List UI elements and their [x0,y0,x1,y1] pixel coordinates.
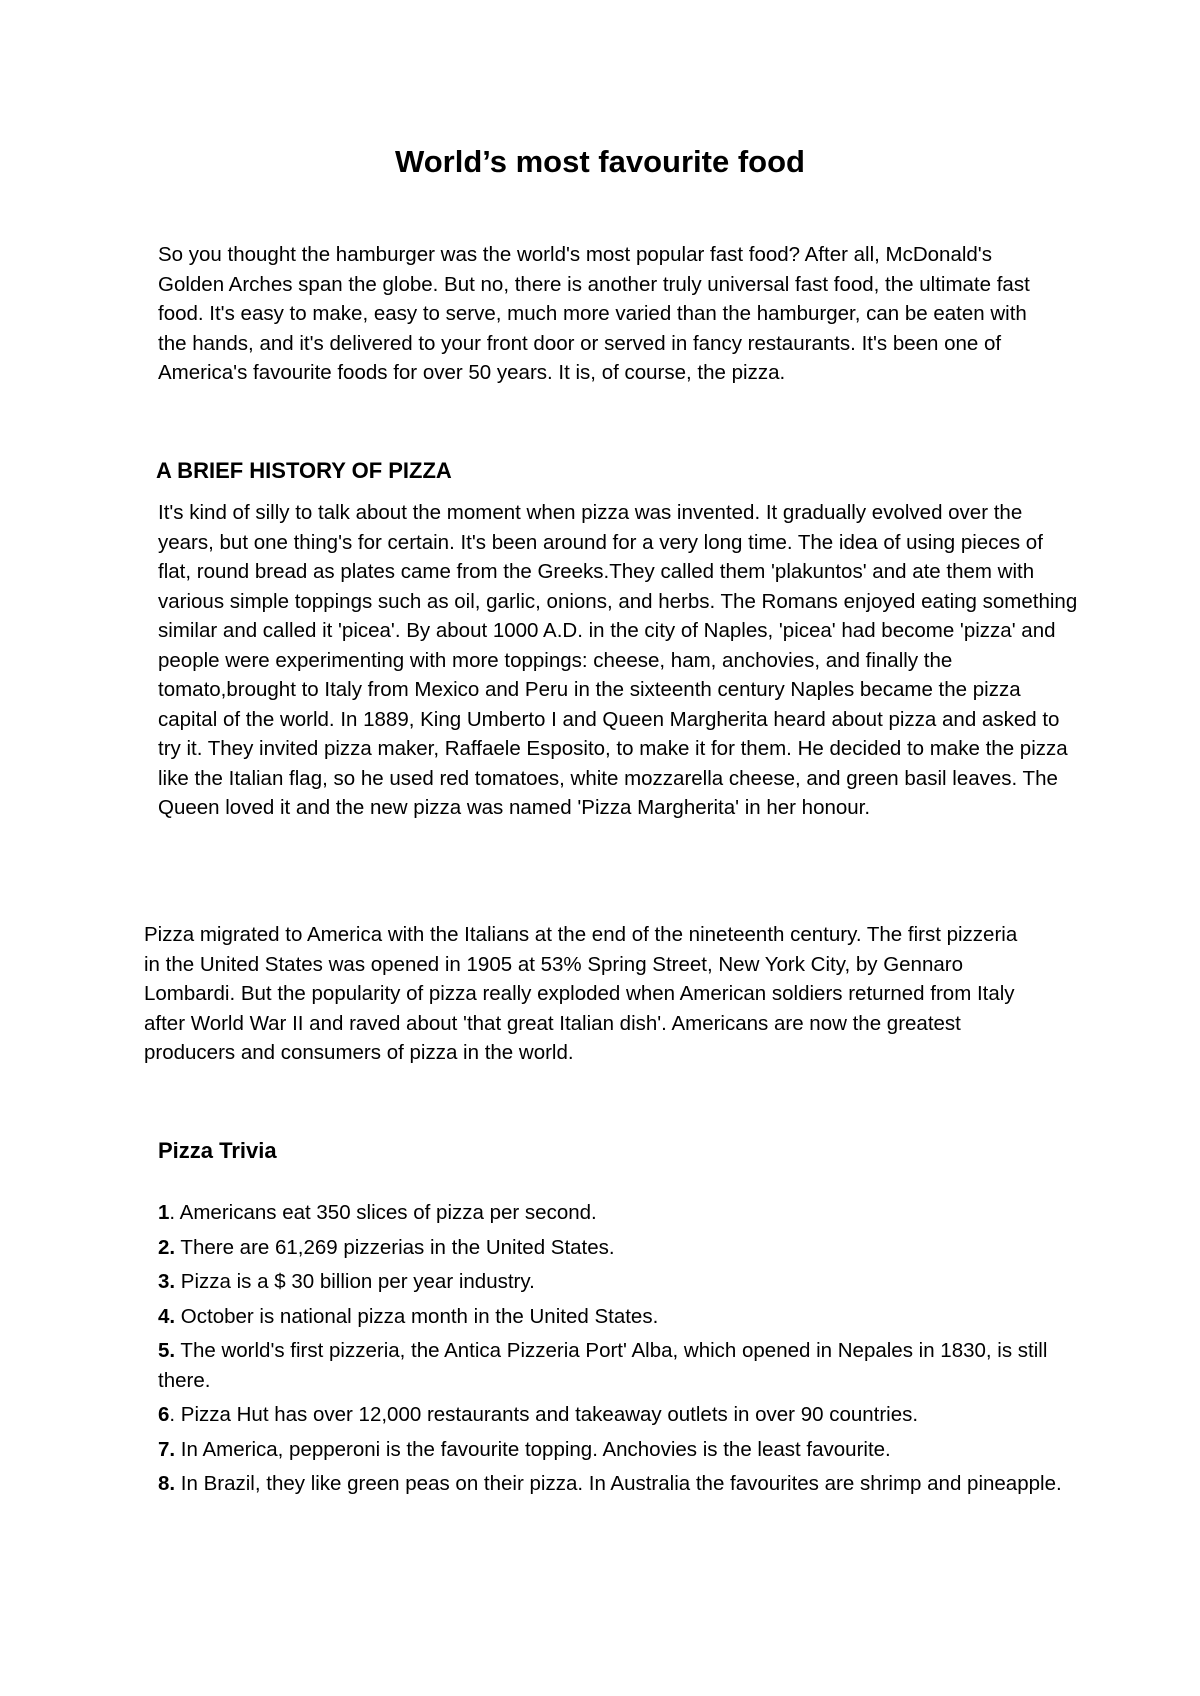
trivia-item-8 [144,1469,1064,1499]
trivia-number: 5. [158,1339,176,1362]
trivia-list [144,1198,1064,1504]
trivia-number: 2. [158,1235,176,1259]
trivia-number: 6 [158,1403,170,1426]
trivia-text: October is national pizza month in the United States. [175,1304,659,1328]
trivia-text: In Brazil, they like green peas on their pizza. In Australia the favourites are shrimp and pineapple. [175,1472,1062,1495]
trivia-text: There are 61,269 pizzerias in the United States. [175,1235,615,1259]
history-heading: A BRIEF HISTORY OF PIZZA [156,458,452,483]
trivia-number: 4. [158,1304,176,1328]
intro-paragraph: So you thought the hamburger was the world's most popular fast food? After all, McDonald's Golden Arches span the globe. But no, there is another truly universal fast food, the ultimate fast food. It's easy to make, easy to serve, much more varied than the hamburger, can be eaten with the hands, and it's delivered to your front door or served in fancy restaurants. It's been one of America's favourite foods for over 50 years. It is, of course, the pizza. [158,243,1030,384]
trivia-number: 1 [158,1201,170,1224]
history-paragraph: It's kind of silly to talk about the moment when pizza was invented. It gradually evolved over the years, but one thing's for certain. It's been around for a very long time. The idea of using pieces of flat, round bread as plates came from the Greeks.They called them 'plakuntos' and ate them with various simple toppings such as oil, garlic, onions, and herbs. The Romans enjoyed eating something similar and called it 'picea'. By about 1000 A.D. in the city of Naples, 'picea' had become 'pizza' and people were experimenting with more toppings: cheese, ham, anchovies, and finally the tomato,brought to Italy from Mexico and Peru in the sixteenth century Naples became the pizza capital of the world. In 1889, King Umberto I and Queen Margherita heard about pizza and asked to try it. They invited pizza maker, Raffaele Esposito, to make it for them. He decided to make the pizza like the Italian flag, so he used red tomatoes, white mozzarella cheese, and green basil leaves. The Queen loved it and the new pizza was named 'Pizza Margherita' in her honour. [158,501,1078,819]
trivia-item-1 [144,1198,1064,1228]
trivia-item-7 [144,1435,1064,1465]
trivia-heading: Pizza Trivia [158,1138,277,1163]
trivia-number: 8. [158,1472,176,1495]
trivia-number: 7. [158,1437,176,1461]
trivia-item-6 [144,1400,1064,1430]
trivia-number: 3. [158,1270,176,1293]
migration-paragraph: Pizza migrated to America with the Italians at the end of the nineteenth century. The first pizzeria in the United States was opened in 1905 at 53% Spring Street, New York City, by Gennaro Lombardi. But the popularity of pizza really exploded when American soldiers returned from Italy after World War II and raved about 'that great Italian dish'. Americans are now the greatest producers and consumers of pizza in the world. [144,923,1018,1064]
trivia-text: In America, pepperoni is the favourite topping. Anchovies is the least favourite. [175,1437,891,1461]
trivia-item-4 [144,1302,1064,1332]
trivia-text: Pizza is a $ 30 billion per year industry. [175,1270,535,1293]
trivia-text: The world's first pizzeria, the Antica Pizzeria Port' Alba, which opened in Nepales in 1830, is still there. [158,1339,1048,1392]
trivia-text: . Pizza Hut has over 12,000 restaurants and takeaway outlets in over 90 countries. [169,1403,919,1426]
trivia-item-3 [144,1267,1064,1297]
trivia-text: . Americans eat 350 slices of pizza per second. [169,1201,597,1224]
document-title: World’s most favourite food [395,144,805,179]
trivia-item-2 [144,1233,1064,1263]
trivia-item-5 [144,1336,1064,1395]
